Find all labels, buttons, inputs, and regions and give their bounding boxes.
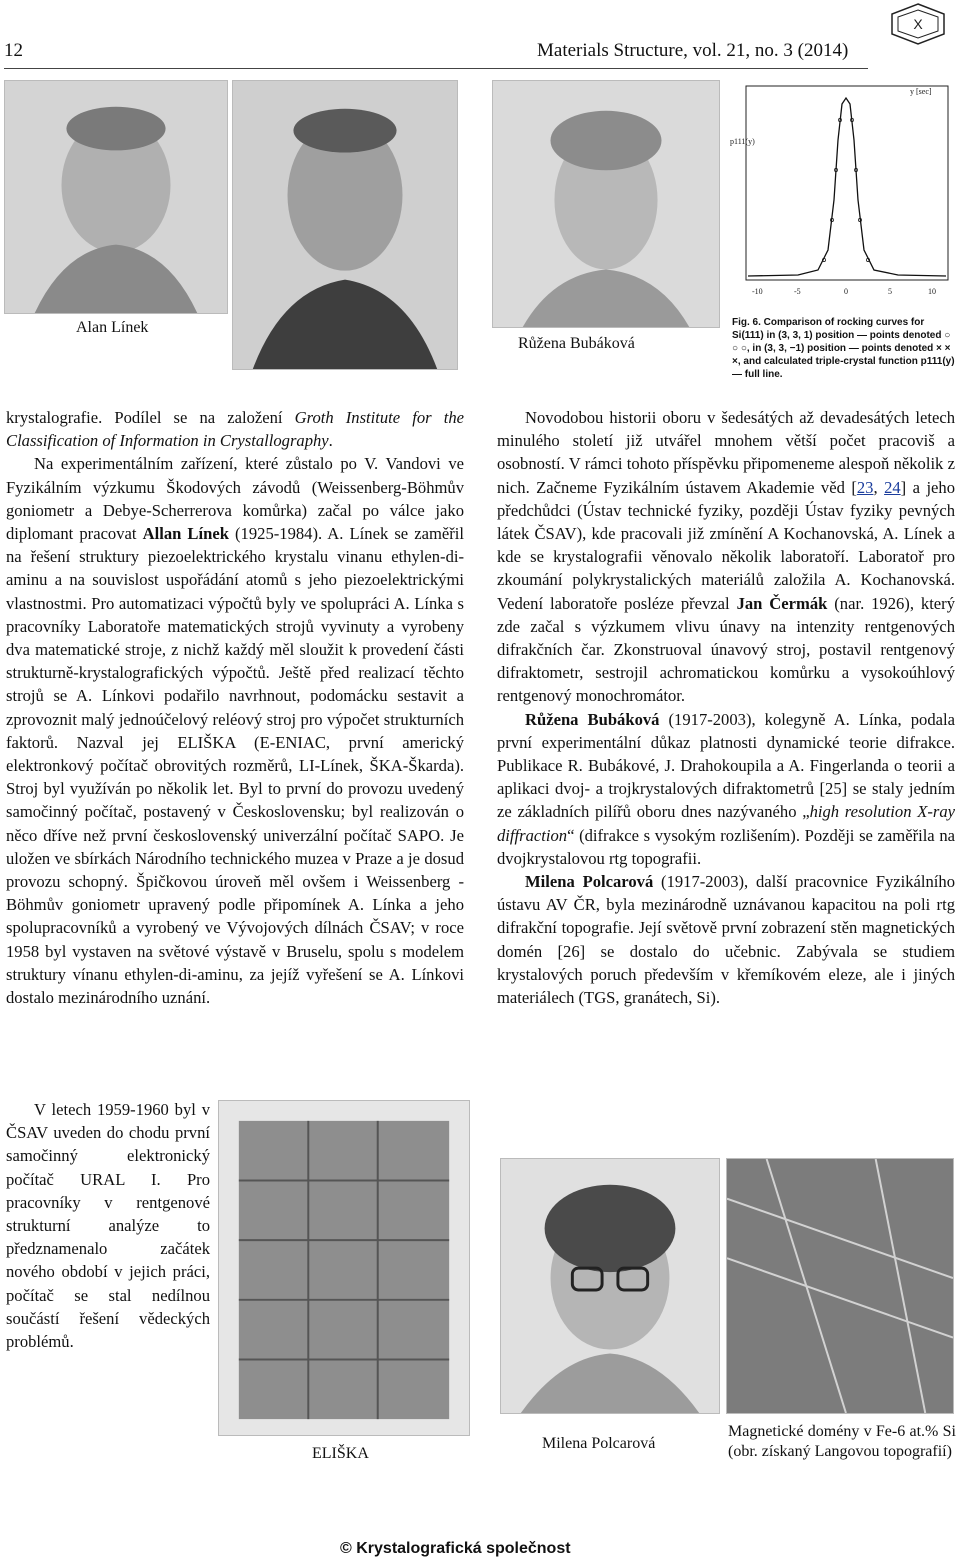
photo-man bbox=[232, 80, 458, 370]
footer-text: Krystalografická společnost bbox=[356, 1540, 571, 1557]
reference-24[interactable]: 24 bbox=[884, 477, 901, 497]
tick-label: 10 bbox=[928, 287, 936, 296]
left-paragraph-1: krystalografie. Podílel se na založení Groth Institute for the Classification of Information in Crystallography. bbox=[6, 408, 464, 451]
photo-milena-polcarova bbox=[500, 1158, 720, 1414]
right-paragraph-1: Novodobou historii oboru v šedesátých až devadesátých letech minulého století již utvářel mnohem větší počet pracoviš a osobností. V rámci tohoto příspěvku připomeneme alespoň několik z nich. Začneme Fyzikálním ústavem Akademie věd [23, 24] a jeho předchůdci (Ústav technické fyziky, později Ústav fyziky pevných látek ČSAV), kde pracovali již zmínění A Kochanovská, A. Línek a kde se krystalografii věnovalo několik laboratoří. Laboratoř pro zkoumání polykrystalických materiálů založila A. Kochanovská. Vedení laboratoře posléze převzal Jan Čermák (nar. 1926), který zde začal s výzkumem vlivu únavy na intenzity rentgenových difrakčních čar. Zkonstruoval únavový stroj, postavil rentgenový difraktometr, sestrojil achromatickou komůrku a vysokoúhlový rentgenový monochromátor. bbox=[497, 408, 956, 706]
plot-xlabel: y [sec] bbox=[910, 87, 932, 96]
photo-magnetic-domains bbox=[726, 1158, 954, 1414]
right-column bbox=[497, 406, 955, 1009]
rocking-curve-plot bbox=[728, 80, 954, 312]
reference-23[interactable]: 23 bbox=[856, 477, 874, 497]
journal-logo bbox=[888, 2, 948, 46]
right-paragraph-3: Milena Polcarová (1917-2003), další pracovnice Fyzikálního ústavu AV ČR, byla mezinárodně uznávanou kapacitou na poli rtg difrakční topografie. Její světově první zobrazení stěn magnetických domén [26] se dostalo do učebnic. Zabývala se studiem krystalových poruch především v křemíkovém eleze, ale i jiných materiálech (TGS, granátech, Si). bbox=[497, 872, 955, 1008]
caption-eliska: ELIŠKA bbox=[312, 1445, 369, 1462]
curve-line bbox=[748, 98, 946, 276]
journal-title: Materials Structure, vol. 21, no. 3 (2014) bbox=[537, 40, 849, 61]
tick-label: 5 bbox=[888, 287, 892, 296]
page-number: 12 bbox=[4, 40, 23, 61]
copyright-symbol: © bbox=[340, 1540, 352, 1557]
figure-caption: Fig. 6. Comparison of rocking curves for Si(111) in (3, 3, 1) position — points denoted ○ ○ ○, in (3, 3, −1) position — points denoted × × ×, and calculated triple-crystal function p111(y) — full line. bbox=[732, 317, 955, 380]
photo-ruzena-bubakova bbox=[492, 80, 720, 328]
left-paragraph-2: Na experimentálním zařízení, které zůstalo po V. Vandovi ve Fyzikálním výzkumu Škodových závodů (Weissenberg-Böhmův goniometr a Debye-Scherrerova komůrka) začal po válce jako diplomant pracovat Allan Línek (1925-1984). A. Línek se zaměřil na řešení struktury piezoelektrického krystalu vinanu ethylen-di-aminu a na souvislost uspořádání atomů s jeho piezoelektrickými vlastnostmi. Pro automatizaci výpočtů byly ve spolupráci A. Línka s pracovníky Laboratoře matematických strojů vyvinuty a vyrobeny dva matematické stroje, z nichž každý měl sloužit k provedení části strukturně-krystalografických výpočtů. Ještě před realizací těchto strojů se A. Línkovi podařilo navrhnout, podomácku sestavit a zprovoznit malý jednoúčelový reléový stroj pro výpočet strukturních faktorů. Nazval jej ELIŠKA (E-ENIAC, první americký elektronkový počítač obrovitých rozměrů, LI-Línek, ŠKA-Škarda). Stroj byl využíván po několik let. Byl to první do provozu uvedený samočinný počítač, postavený v Československu; byl realizován o něco dříve než první československý univerzální počítač SAPO. Je uložen ve sbírkách Národního technického muzea v Praze a je dosud provozu schopný. Špičkovou úroveň měl ovšem i Weissenberg - Böhmův goniometr upravený podle připomínek A. Línka a jeho spolupracovníků a vyrobený ve Vývojových dílnách ČSAV; v roce 1958 byl vystaven na světové výstavě v Bruselu, spolu s modelem struktury vínanu ethylen-di-aminu, za jejíž vyřešení se A. Línkovi dostalo mezinárodního uznání. bbox=[6, 454, 464, 1008]
tick-label: -10 bbox=[752, 287, 763, 296]
tick-label: -5 bbox=[794, 287, 801, 296]
photo-alan-linek bbox=[4, 80, 228, 314]
header-rule bbox=[4, 68, 868, 69]
right-paragraph-2: Růžena Bubáková (1917-2003), kolegyně A. Línka, podala první experimentální důkaz platnosti dynamické teorie difrakce. Publikace R. Bubákové, J. Drahokoupila a A. Fingerlanda o teorii a aplikaci dvoj- a trojkrystalových difraktometrů [25] se staly jedním ze základních pilířů oboru dnes nazývaného „high resolution X-ray diffraction“ (difrakce s vysokým rozlišením). Později se zaměřila na dvojkrystalovou rtg topografii. bbox=[497, 709, 955, 868]
photo-eliska bbox=[218, 1100, 470, 1436]
caption-domains: Magnetické domény v Fe-6 at.% Si (obr. získaný Langovou topografií) bbox=[728, 1423, 956, 1460]
footer bbox=[340, 1540, 571, 1558]
left-paragraph-3: V letech 1959-1960 byl v ČSAV uveden do chodu první samočinný elektronický počítač URAL I. Pro pracovníky v rentgenové strukturní analýze to předznamenalo začátek nového období v jejich práci, počítač se stal nedílnou součástí řešení vědeckých problémů. bbox=[6, 1100, 210, 1352]
plot-ylabel: p111(y) bbox=[730, 137, 755, 146]
caption-polcarova: Milena Polcarová bbox=[542, 1435, 656, 1452]
caption-linek: Alan Línek bbox=[76, 319, 149, 336]
caption-bubakova: Růžena Bubáková bbox=[518, 335, 635, 352]
logo-letter: X bbox=[913, 16, 923, 32]
tick-label: 0 bbox=[844, 287, 848, 296]
left-column bbox=[6, 406, 464, 1009]
